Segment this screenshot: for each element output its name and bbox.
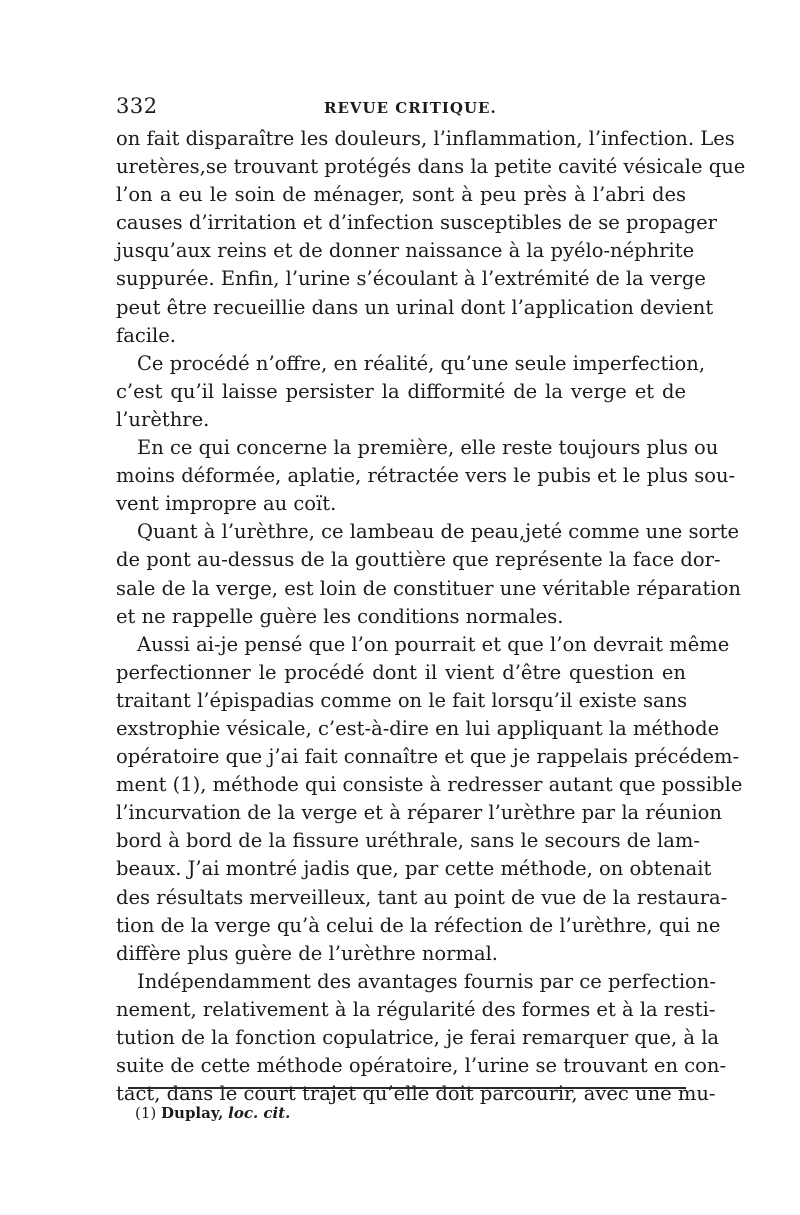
running-head: REVUE CRITIQUE.: [324, 99, 497, 117]
text-line: peut être recueillie dans un urinal dont l’application devient: [116, 295, 714, 319]
paragraph: [116, 631, 743, 968]
text-line: perfectionner le procédé dont il vient d’être question en: [116, 660, 686, 684]
footnote: [135, 1103, 290, 1123]
text-line: traitant l’épispadias comme on le fait lorsqu’il existe sans: [116, 688, 688, 712]
text-line: nement, relativement à la régularité des formes et à la resti-: [116, 997, 716, 1021]
text-line: des résultats merveilleux, tant au point de vue de la restaura-: [116, 885, 728, 909]
text-line: on fait disparaître les douleurs, l’inflammation, l’infection. Les: [116, 127, 735, 150]
text-line: Ce procédé n’offre, en réalité, qu’une seule imperfection,: [137, 351, 706, 375]
text-line: tution de la fonction copulatrice, je ferai remarquer que, à la: [116, 1026, 720, 1049]
text-line: uretères,se trouvant protégés dans la petite cavité vésicale que: [116, 155, 746, 179]
footnote-author: Duplay,: [161, 1104, 224, 1122]
text-line: l’incurvation de la verge et à réparer l’urèthre par la réunion: [116, 801, 722, 825]
text-line: suite de cette méthode opératoire, l’urine se trouvant en con-: [116, 1054, 727, 1078]
paragraph: [116, 125, 746, 350]
text-line: En ce qui concerne la première, elle reste toujours plus ou: [137, 436, 719, 460]
text-line: jusqu’aux reins et de donner naissance à la pyélo-néphrite: [116, 239, 695, 263]
text-line: de pont au-dessus de la gouttière que représente la face dor-: [116, 548, 721, 572]
paragraph: [116, 350, 706, 434]
text-line: ment (1), méthode qui consiste à redresser autant que possible: [116, 773, 743, 797]
text-line: Aussi ai-je pensé que l’on pourrait et que l’on devrait même: [137, 632, 730, 656]
text-line: beaux. J’ai montré jadis que, par cette méthode, on obtenait: [116, 857, 712, 881]
text-line: exstrophie vésicale, c’est-à-dire en lui appliquant la méthode: [116, 716, 720, 740]
text-line: facile.: [116, 323, 176, 347]
text-line: opératoire que j’ai fait connaître et que je rappelais précédem-: [116, 745, 740, 769]
text-line: tact, dans le court trajet qu’elle doit parcourir, avec une mu-: [116, 1082, 716, 1106]
text-line: l’urèthre.: [116, 407, 210, 431]
text-line: vent impropre au coït.: [116, 492, 337, 516]
footnote-citation: loc. cit.: [228, 1104, 291, 1122]
text-line: sale de la verge, est loin de constituer une véritable réparation: [116, 576, 741, 600]
body-text: [116, 125, 746, 1108]
text-line: c’est qu’il laisse persister la difformité de la verge et de: [116, 379, 686, 403]
footnote-divider: [128, 1087, 686, 1089]
text-line: diffère plus guère de l’urèthre normal.: [116, 941, 499, 965]
text-line: suppurée. Enfin, l’urine s’écoulant à l’extrémité de la verge: [116, 267, 706, 291]
text-line: moins déformée, aplatie, rétractée vers le pubis et le plus sou-: [116, 464, 736, 488]
text-line: Quant à l’urèthre, ce lambeau de peau,jeté comme une sorte: [137, 520, 739, 544]
text-line: bord à bord de la fissure uréthrale, sans le secours de lam-: [116, 829, 700, 853]
footnote-marker: (1): [135, 1104, 157, 1122]
paragraph: [116, 518, 741, 630]
text-line: Indépendamment des avantages fournis par ce perfection-: [137, 969, 716, 993]
text-line: et ne rappelle guère les conditions normales.: [116, 604, 564, 628]
page-number: 332: [116, 94, 158, 118]
text-line: l’on a eu le soin de ménager, sont à peu près à l’abri des: [116, 183, 686, 207]
text-line: causes d’irritation et d’infection susceptibles de se propager: [116, 211, 718, 235]
text-line: tion de la verge qu’à celui de la réfection de l’urèthre, qui ne: [116, 913, 721, 937]
paragraph: [116, 434, 736, 518]
